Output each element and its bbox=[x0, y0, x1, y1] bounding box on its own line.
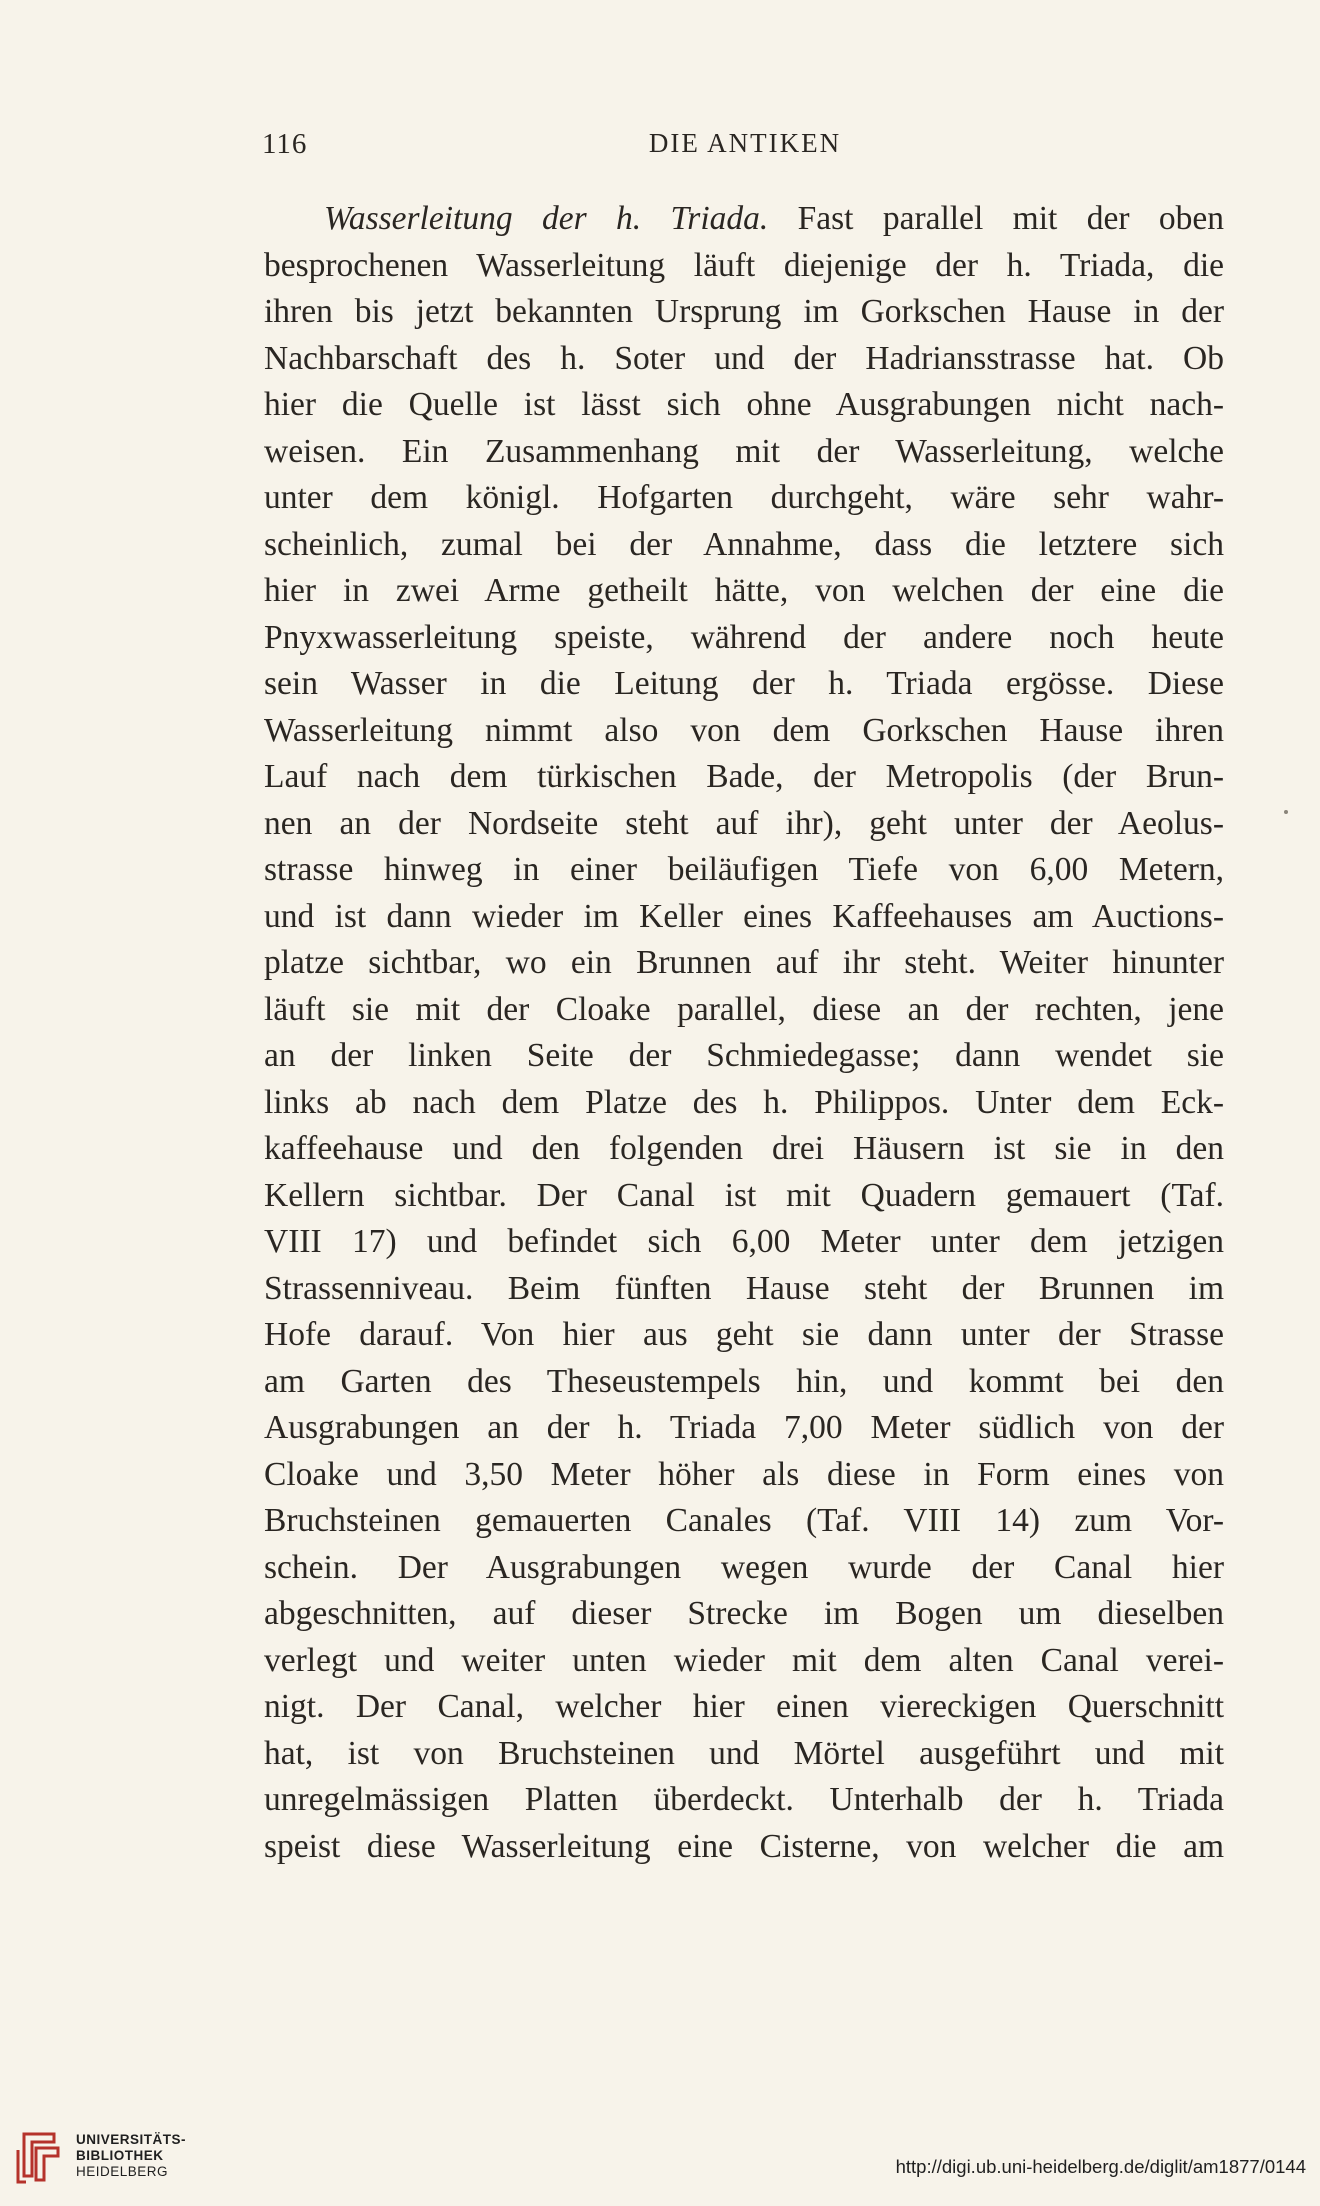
text-line: platze sichtbar, wo ein Brunnen auf ihr steht. Weiter hinunter bbox=[264, 944, 1224, 981]
text-line: Kellern sichtbar. Der Canal ist mit Quadern gemauert (Taf. bbox=[264, 1176, 1224, 1214]
text-line: scheinlich, zumal bei der Annahme, dass die letztere sich bbox=[264, 525, 1224, 563]
text-line: Lauf nach dem türkischen Bade, der Metropolis (der Brun- bbox=[264, 758, 1224, 795]
text-line: Strassenniveau. Beim fünften Hause steht der Brunnen im bbox=[264, 1269, 1224, 1307]
text-line: ihren bis jetzt bekannten Ursprung im Gorkschen Hause in der bbox=[264, 293, 1224, 330]
library-name bbox=[76, 2132, 186, 2180]
digitization-footer bbox=[0, 2110, 1320, 2206]
text-line: schein. Der Ausgrabungen wegen wurde der Canal hier bbox=[264, 1548, 1224, 1586]
text-line: abgeschnitten, auf dieser Strecke im Bogen um dieselben bbox=[264, 1595, 1224, 1632]
text-line: VIII 17) und befindet sich 6,00 Meter unter dem jetzigen bbox=[264, 1223, 1224, 1260]
text-line: an der linken Seite der Schmiedegasse; dann wendet sie bbox=[264, 1037, 1224, 1074]
body-text bbox=[264, 196, 1224, 1870]
text-line: nigt. Der Canal, welcher hier einen viereckigen Querschnitt bbox=[264, 1688, 1224, 1725]
text-line: läuft sie mit der Cloake parallel, diese an der rechten, jene bbox=[264, 990, 1224, 1028]
text-line: Pnyxwasserleitung speiste, während der andere noch heute bbox=[264, 618, 1224, 656]
text-line: Wasserleitung der h. Triada. Fast parallel mit der oben bbox=[324, 200, 1224, 237]
text-line: besprochenen Wasserleitung läuft diejenige der h. Triada, die bbox=[264, 246, 1224, 284]
margin-mark bbox=[1284, 810, 1288, 814]
section-lead: Wasserleitung der h. Triada. bbox=[324, 200, 769, 237]
library-name-line2: BIBLIOTHEK bbox=[76, 2148, 164, 2163]
page-header bbox=[262, 128, 1228, 168]
text-line: hat, ist von Bruchsteinen und Mörtel ausgeführt und mit bbox=[264, 1734, 1224, 1772]
text-line: kaffeehause und den folgenden drei Häusern ist sie in den bbox=[264, 1130, 1224, 1167]
text-line: Bruchsteinen gemauerten Canales (Taf. VIII 14) zum Vor- bbox=[264, 1502, 1224, 1539]
text-line: weisen. Ein Zusammenhang mit der Wasserleitung, welche bbox=[264, 432, 1224, 470]
source-url-link[interactable]: http://digi.ub.uni-heidelberg.de/diglit/am1877/0144 bbox=[895, 2156, 1306, 2177]
text-line: Cloake und 3,50 Meter höher als diese in Form eines von bbox=[264, 1455, 1224, 1493]
library-name-line1: UNIVERSITÄTS- bbox=[76, 2132, 187, 2147]
page-number: 116 bbox=[262, 128, 308, 160]
text-line: speist diese Wasserleitung eine Cisterne, von welcher die am bbox=[264, 1827, 1224, 1865]
ub-heidelberg-logo-icon[interactable] bbox=[14, 2130, 62, 2184]
text-line: Nachbarschaft des h. Soter und der Hadriansstrasse hat. Ob bbox=[264, 339, 1224, 377]
text-line: verlegt und weiter unten wieder mit dem alten Canal verei- bbox=[264, 1641, 1224, 1679]
running-title: DIE ANTIKEN bbox=[648, 128, 842, 158]
text-line: am Garten des Theseustempels hin, und kommt bei den bbox=[264, 1362, 1224, 1400]
text-line: unter dem königl. Hofgarten durchgeht, wäre sehr wahr- bbox=[264, 479, 1224, 516]
text-line: nen an der Nordseite steht auf ihr), geht unter der Aeolus- bbox=[264, 804, 1224, 842]
text-line: strasse hinweg in einer beiläufigen Tiefe von 6,00 Metern, bbox=[264, 851, 1224, 888]
text-line: hier die Quelle ist lässt sich ohne Ausgrabungen nicht nach- bbox=[264, 386, 1224, 423]
text-line: Hofe darauf. Von hier aus geht sie dann unter der Strasse bbox=[264, 1316, 1224, 1353]
text-line: Wasserleitung nimmt also von dem Gorkschen Hause ihren bbox=[264, 711, 1224, 749]
text-line: links ab nach dem Platze des h. Philippos. Unter dem Eck- bbox=[264, 1083, 1224, 1121]
text-line: sein Wasser in die Leitung der h. Triada ergösse. Diese bbox=[264, 665, 1224, 702]
text-line: hier in zwei Arme getheilt hätte, von welchen der eine die bbox=[264, 572, 1224, 609]
text-line: Ausgrabungen an der h. Triada 7,00 Meter südlich von der bbox=[264, 1409, 1224, 1446]
text-line: unregelmässigen Platten überdeckt. Unterhalb der h. Triada bbox=[264, 1781, 1224, 1818]
text-line: und ist dann wieder im Keller eines Kaffeehauses am Auctions- bbox=[264, 897, 1224, 935]
library-name-line3: HEIDELBERG bbox=[76, 2164, 169, 2179]
